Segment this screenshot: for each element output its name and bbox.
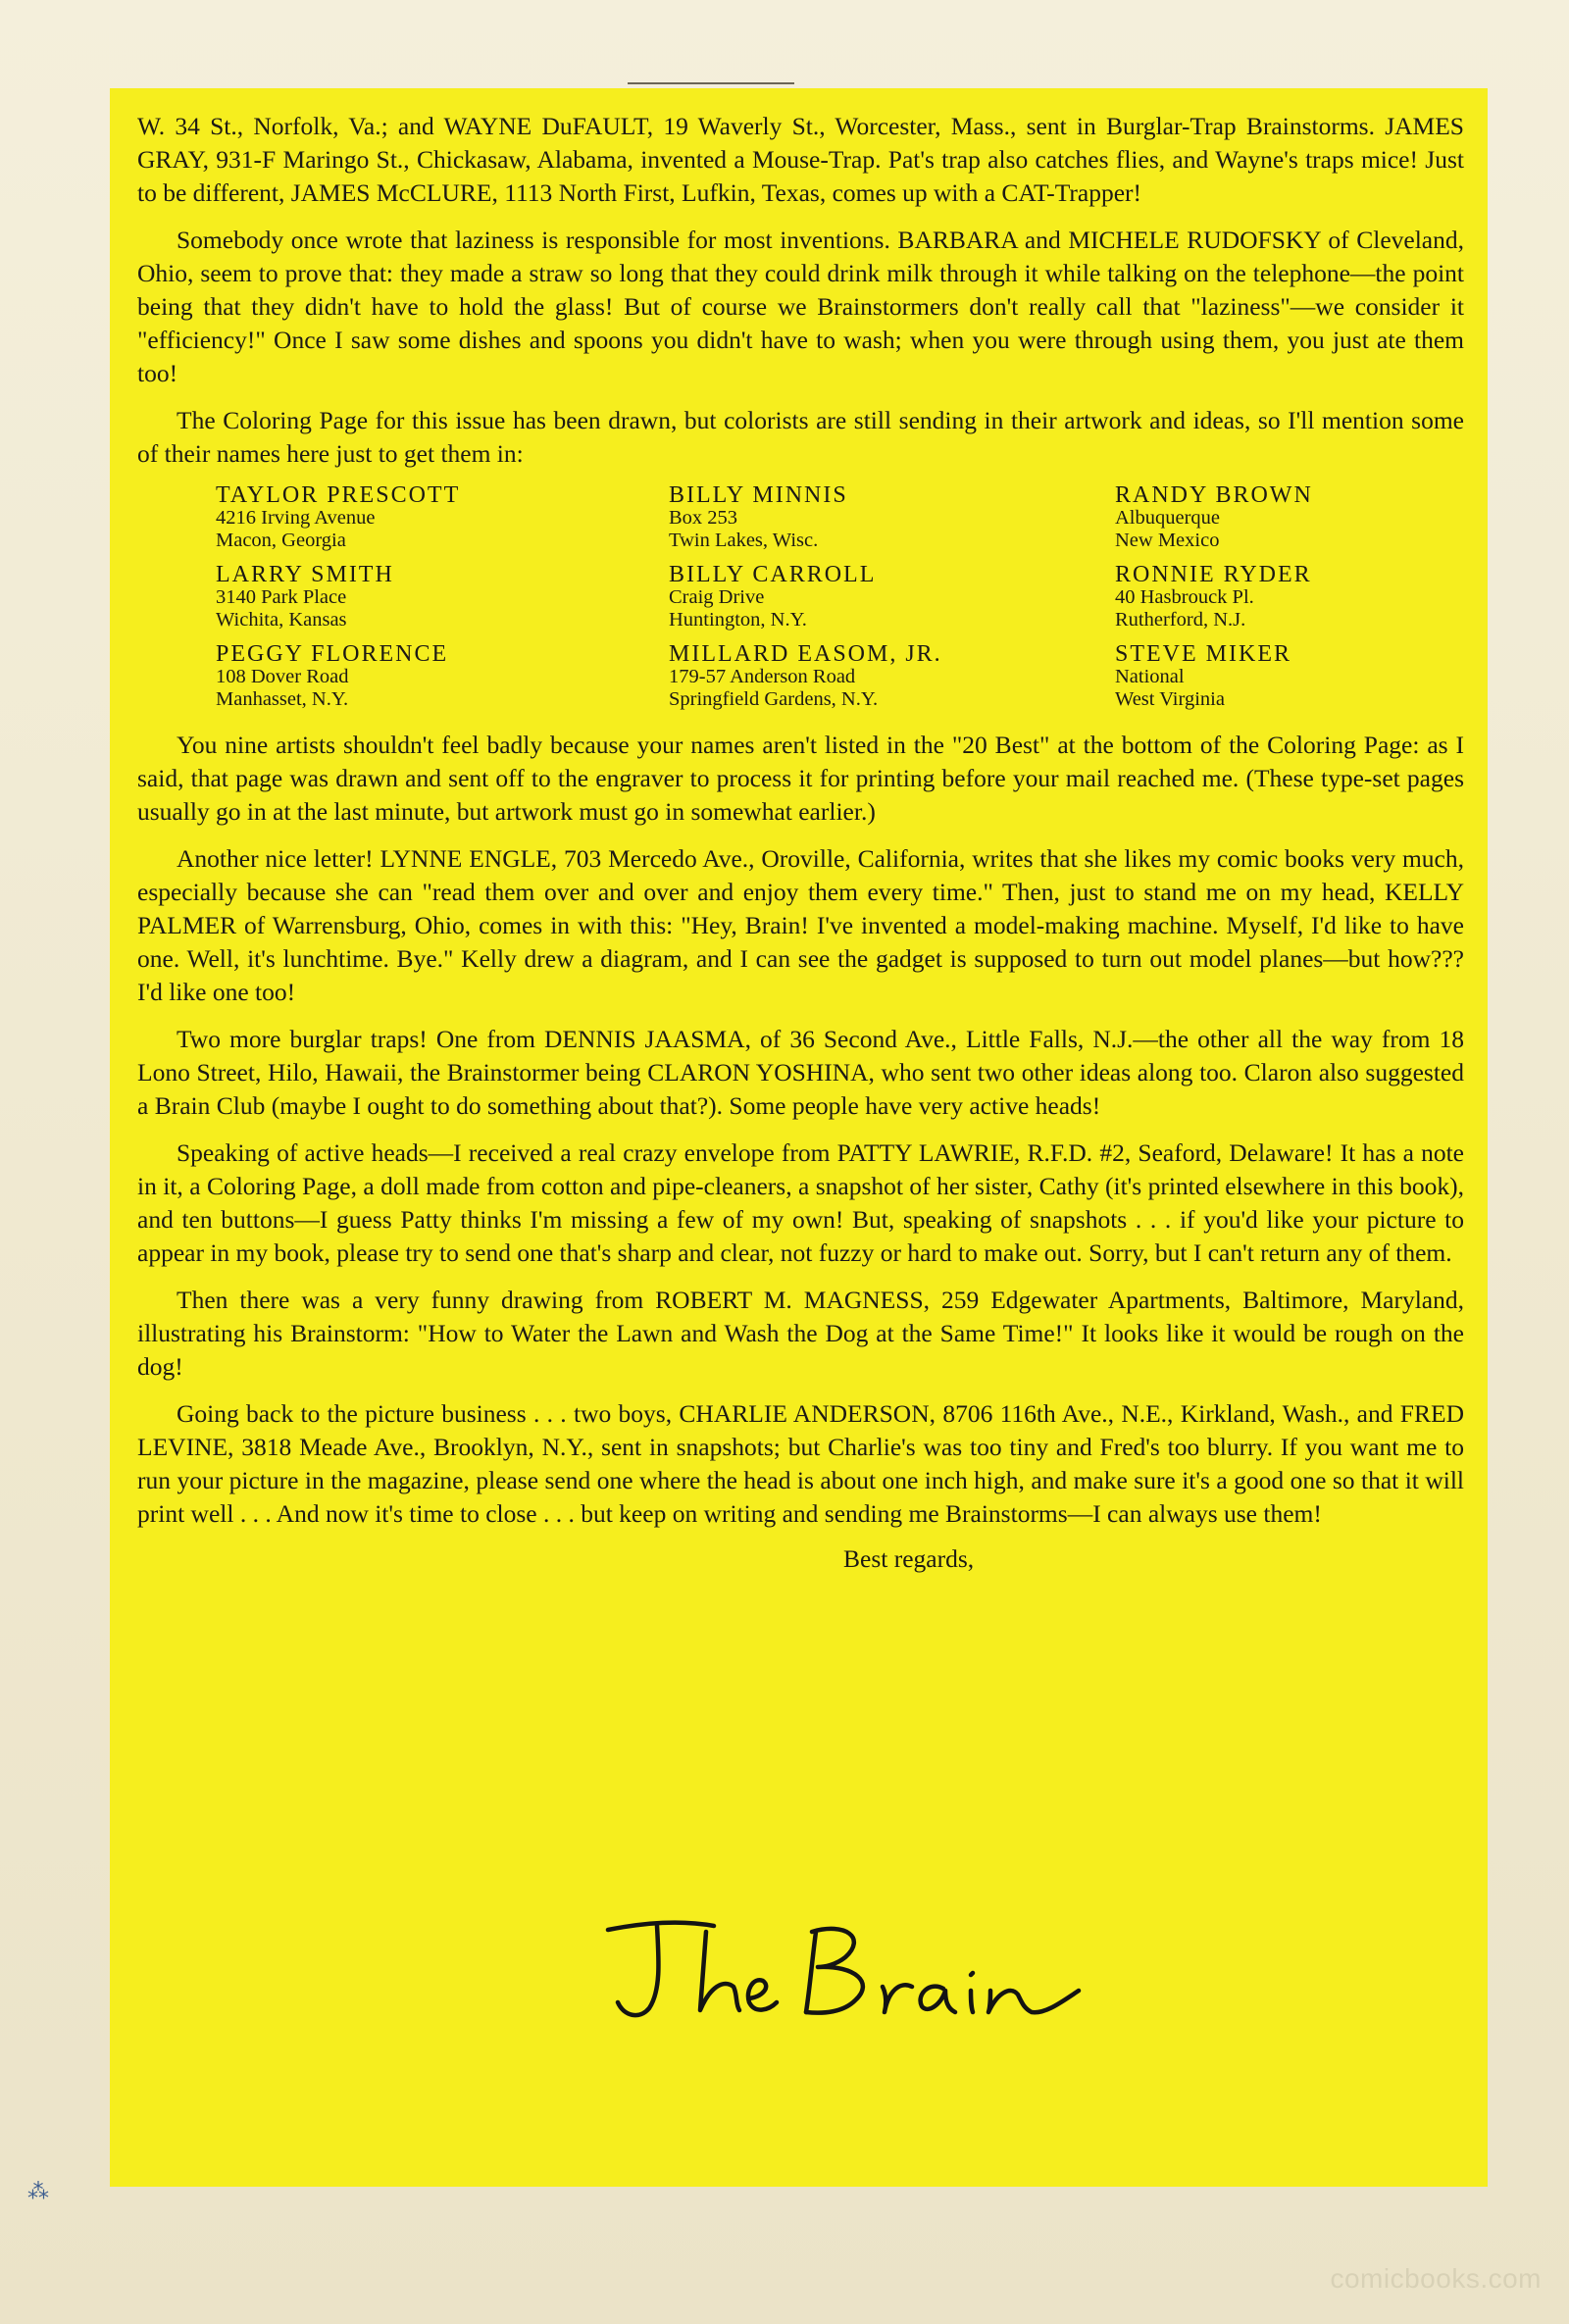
paragraph-8: Then there was a very funny drawing from ROBERT M. MAGNESS, 259 Edgewater Apartments, Baltimore, Maryland, illustrating his Brainstorm: "How to Water the Lawn and Wash the Dog at the Same Time!" It looks like it would be rough on the dog!	[137, 1286, 1464, 1381]
artist-name: RANDY BROWN	[1115, 482, 1313, 508]
paragraph-2: Somebody once wrote that laziness is responsible for most inventions. BARBARA and MICHELE RUDOFSKY of Cleveland, Ohio, seem to prove that: they made a straw so long that they could drink milk through it while talking on the telephone—the point being that they didn't have to hold the glass! But of course we Brainstormers don't really call that "laziness"—we consider it "efficiency!" Once I saw some dishes and spoons you didn't have to wash; when you were through using them, you just ate them too!	[137, 226, 1464, 387]
artist-city: Huntington, N.Y.	[669, 609, 807, 631]
paragraph-9: Going back to the picture business . . . two boys, CHARLIE ANDERSON, 8706 116th Ave., N.E., Kirkland, Wash., and FRED LEVINE, 3818 Meade Ave., Brooklyn, N.Y., sent in snapshots; but Charlie's was too tiny and Fred's too blurry. If you want me to run your picture in the magazine, please send one where the head is about one inch high, and make sure it's a good one so that it will print well . . . And now it's time to close . . . but keep on writing and sending me Brainstorms—I can always use them!	[137, 1399, 1464, 1528]
artist-list	[216, 484, 1464, 711]
artist-city: Manhasset, N.Y.	[216, 688, 349, 710]
corner-ink-mark: ⁂	[27, 2179, 49, 2203]
artist-address: 40 Hasbrouck Pl.	[1115, 586, 1254, 608]
paragraph-6: Two more burglar traps! One from DENNIS JAASMA, of 36 Second Ave., Little Falls, N.J.—the other all the way from 18 Lono Street, Hilo, Hawaii, the Brainstormer being CLARON YOSHINA, who sent two other ideas along too. Claron also suggested a Brain Club (maybe I ought to do something about that?). Some people have very active heads!	[137, 1025, 1464, 1120]
artist-address: Albuquerque	[1115, 507, 1221, 529]
paragraph-4: You nine artists shouldn't feel badly because your names aren't listed in the "20 Best" at the bottom of the Coloring Page: as I said, that page was drawn and sent off to the engraver to process it for printing before your mail reached me. (These type-set pages usually go in at the last minute, but artwork must go in somewhat earlier.)	[137, 731, 1464, 826]
artist-entry	[1115, 484, 1448, 552]
artist-entry	[669, 484, 1115, 552]
artist-entry	[216, 484, 669, 552]
artist-city: New Mexico	[1115, 530, 1220, 551]
artist-entry	[216, 643, 669, 711]
artist-address: Box 253	[669, 507, 738, 529]
closing-line: Best regards,	[843, 1544, 975, 1573]
letters-panel	[110, 88, 1488, 2187]
artist-name: STEVE MIKER	[1115, 641, 1291, 667]
artist-address: 4216 Irving Avenue	[216, 507, 376, 529]
artist-entry	[669, 643, 1115, 711]
artist-entry	[669, 564, 1115, 632]
artist-entry	[216, 564, 669, 632]
artist-name: LARRY SMITH	[216, 562, 394, 587]
artist-address: 108 Dover Road	[216, 666, 349, 687]
signature-the-brain	[588, 1893, 1098, 2040]
artist-city: West Virginia	[1115, 688, 1225, 710]
artist-city: Rutherford, N.J.	[1115, 609, 1246, 631]
artist-name: TAYLOR PRESCOTT	[216, 482, 461, 508]
artist-name: PEGGY FLORENCE	[216, 641, 449, 667]
watermark: comicbooks.com	[1330, 2263, 1542, 2294]
top-rule	[628, 82, 794, 84]
paragraph-5: Another nice letter! LYNNE ENGLE, 703 Mercedo Ave., Oroville, California, writes that she likes my comic books very much, especially because she can "read them over and over and enjoy them every time." Then, just to stand me on my head, KELLY PALMER of Warrensburg, Ohio, comes in with this: "Hey, Brain! I've invented a model-making machine. Myself, I'd like to have one. Well, it's lunchtime. Bye." Kelly drew a diagram, and I can see the gadget is supposed to turn out model planes—but how??? I'd like one too!	[137, 844, 1464, 1006]
artist-address: 3140 Park Place	[216, 586, 347, 608]
artist-city: Wichita, Kansas	[216, 609, 347, 631]
paragraph-7: Speaking of active heads—I received a real crazy envelope from PATTY LAWRIE, R.F.D. #2, Seaford, Delaware! It has a note in it, a Coloring Page, a doll made from cotton and pipe-cleaners, a snapshot of her sister, Cathy (it's printed elsewhere in this book), and ten buttons—I guess Patty thinks I'm missing a few of my own! But, speaking of snapshots . . . if you'd like your picture to appear in my book, please try to send one that's sharp and clear, not fuzzy or hard to make out. Sorry, but I can't return any of them.	[137, 1138, 1464, 1267]
paragraph-3: The Coloring Page for this issue has been drawn, but colorists are still sending in their artwork and ideas, so I'll mention some of their names here just to get them in:	[137, 406, 1464, 468]
artist-address: Craig Drive	[669, 586, 765, 608]
artist-address: National	[1115, 666, 1185, 687]
artist-name: RONNIE RYDER	[1115, 562, 1312, 587]
paragraph-1: W. 34 St., Norfolk, Va.; and WAYNE DuFAULT, 19 Waverly St., Worcester, Mass., sent in Burglar-Trap Brainstorms. JAMES GRAY, 931-F Maringo St., Chickasaw, Alabama, invented a Mouse-Trap. Pat's trap also catches flies, and Wayne's traps mice! Just to be different, JAMES McCLURE, 1113 North First, Lufkin, Texas, comes up with a CAT-Trapper!	[137, 112, 1464, 207]
artist-address: 179-57 Anderson Road	[669, 666, 856, 687]
artist-entry	[1115, 643, 1448, 711]
letter-body	[137, 110, 1464, 1574]
artist-city: Springfield Gardens, N.Y.	[669, 688, 879, 710]
artist-entry	[1115, 564, 1448, 632]
artist-name: MILLARD EASOM, JR.	[669, 641, 942, 667]
artist-name: BILLY MINNIS	[669, 482, 848, 508]
artist-city: Macon, Georgia	[216, 530, 346, 551]
artist-name: BILLY CARROLL	[669, 562, 877, 587]
artist-city: Twin Lakes, Wisc.	[669, 530, 819, 551]
